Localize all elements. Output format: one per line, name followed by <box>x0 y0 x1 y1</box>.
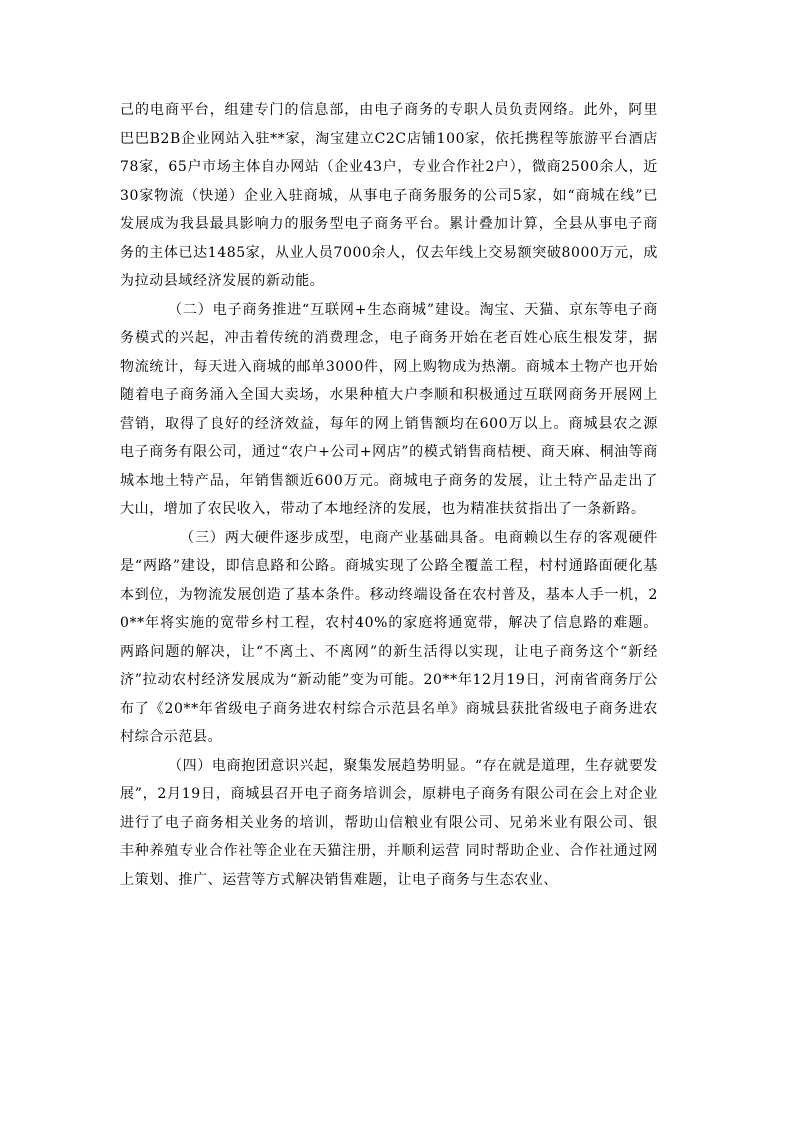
paragraph-ecommerce-platforms: 己的电商平台，组建专门的信息部，由电子商务的专职人员负责网络。此外，阿里巴巴B2B企业网站入驻**家，淘宝建立C2C店铺100家，依托携程等旅游平台酒店78家，65户市场主体自办网站（企业43户，专业合作社2户），微商2500余人，近30家物流（快递）企业入驻商城，从事电子商务服务的公司5家，如“商城在线”已发展成为我县最具影响力的服务型电子商务平台。累计叠加计算，全县从事电子商务的主体已达1485家，从业人员7000余人，仅去年线上交易额突破8000万元，成为拉动县域经济发展的新动能。 <box>120 102 658 289</box>
body-text <box>120 96 658 894</box>
paragraph-section-four: （四）电商抱团意识兴起，聚集发展趋势明显。“存在就是道理，生存就要发展”，2月19日，商城县召开电子商务培训会，原耕电子商务有限公司在会上对企业进行了电子商务相关业务的培训，帮助山信粮业有限公司、兄弟米业有限公司、银丰种养殖专业合作社等企业在天猫注册，并顺利运营 同时帮助企业、合作社通过网上策划、推广、运营等方式解决销售难题，让电子商务与生态农业、 <box>120 757 658 888</box>
paragraph-section-two: （二）电子商务推进“互联网+生态商城”建设。淘宝、天猫、京东等电子商务模式的兴起，冲击着传统的消费理念，电子商务开始在老百姓心底生根发芽，据物流统计，每天进入商城的邮单3000件，网上购物成为热潮。商城本土物产也开始随着电子商务涌入全国大卖场，水果种植大户李顺和积极通过互联网商务开展网上营销，取得了良好的经济效益，每年的网上销售额均在600万以上。商城县农之源电子商务有限公司，通过“农户+公司+网店”的模式销售商桔梗、商天麻、桐油等商城本地土特产品，年销售额近600万元。商城电子商务的发展，让土特产品走出了大山，增加了农民收入，带动了本地经济的发展，也为精准扶贫指出了一条新路。 <box>120 301 658 517</box>
paragraph-section-three: （三）两大硬件逐步成型，电商产业基础具备。电商赖以生存的客观硬件是“两路”建设，即信息路和公路。商城实现了公路全覆盖工程，村村通路面硬化基本到位，为物流发展创造了基本条件。移动终端设备在农村普及，基本人手一机，20**年将实施的宽带乡村工程，农村40%的家庭将通宽带，解决了信息路的难题。两路问题的解决，让“不离土、不离网”的新生活得以实现，让电子商务这个“新经济”拉动农村经济发展成为“新动能”变为可能。20**年12月19日，河南省商务厅公布了《20**年省级电子商务进农村综合示范县名单》商城县获批省级电子商务进农村综合示范县。 <box>120 529 658 745</box>
